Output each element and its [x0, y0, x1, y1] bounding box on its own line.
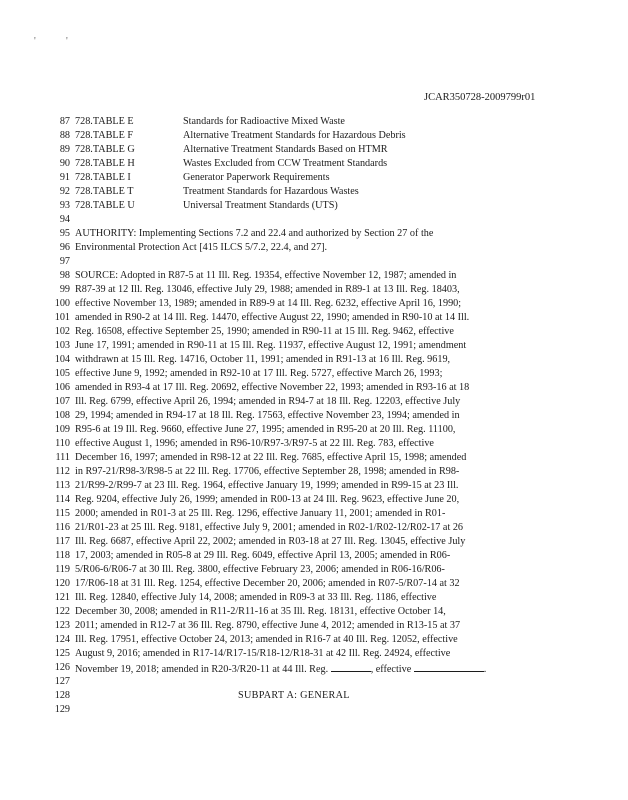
source-line — [0, 423, 628, 437]
table-title: Alternative Treatment Standards Based on HTMR — [183, 144, 388, 155]
source-text: effective June 9, 1992; amended in R92-10 at 17 Ill. Reg. 5727, effective March 26, 1993; — [75, 368, 443, 379]
table-title: Wastes Excluded from CCW Treatment Standards — [183, 158, 388, 169]
source-line — [0, 563, 628, 577]
table-row — [0, 143, 628, 157]
table-title: Alternative Treatment Standards for Hazardous Debris — [183, 130, 406, 141]
line-number: 107 — [54, 396, 70, 407]
line-number: 93 — [59, 200, 70, 211]
source-text: 5/R06-6/R06-7 at 30 Ill. Reg. 3800, effective February 23, 2006; amended in R06-16/R06- — [75, 564, 445, 575]
line-number: 125 — [54, 648, 70, 659]
authority-text: AUTHORITY: Implementing Sections 7.2 and 22.4 and authorized by Section 27 of the — [75, 228, 434, 239]
source-line — [0, 507, 628, 521]
line-number: 115 — [55, 508, 70, 519]
line-number: 104 — [54, 354, 70, 365]
line-number: 121 — [54, 592, 70, 603]
line-number: 127 — [54, 676, 70, 687]
source-line — [0, 297, 628, 311]
source-line — [0, 367, 628, 381]
line-number: 112 — [55, 466, 70, 477]
table-row — [0, 199, 628, 213]
blank-line — [0, 213, 628, 227]
table-row — [0, 115, 628, 129]
authority-line — [0, 241, 628, 255]
source-text: amended in R93-4 at 17 Ill. Reg. 20692, effective November 22, 1993; amended in R93-16 at 18 — [75, 382, 470, 393]
table-row — [0, 171, 628, 185]
line-number: 98 — [59, 270, 70, 281]
line-number: 123 — [54, 620, 70, 631]
source-line — [0, 577, 628, 591]
table-name: 728.TABLE U — [75, 200, 135, 211]
line-number: 88 — [59, 130, 70, 141]
source-text: December 30, 2008; amended in R11-2/R11-16 at 35 Ill. Reg. 18131, effective October 14, — [75, 606, 446, 617]
effective-label: , effective — [370, 664, 412, 675]
table-name: 728.TABLE G — [75, 144, 135, 155]
line-number: 90 — [59, 158, 70, 169]
line-number: 120 — [54, 578, 70, 589]
scan-mark: ' — [34, 36, 36, 47]
source-line — [0, 605, 628, 619]
line-number: 110 — [55, 438, 70, 449]
source-line — [0, 619, 628, 633]
source-text: 21/R01-23 at 25 Ill. Reg. 9181, effective July 9, 2001; amended in R02-1/R02-12/R02-17 at 26 — [75, 522, 464, 533]
source-text: December 16, 1997; amended in R98-12 at 22 Ill. Reg. 7685, effective April 15, 1998; amended — [75, 452, 467, 463]
source-text: SOURCE: Adopted in R87-5 at 11 Ill. Reg. 19354, effective November 12, 1987; amended in — [75, 270, 457, 281]
table-row — [0, 129, 628, 143]
line-number: 103 — [54, 340, 70, 351]
table-name: 728.TABLE F — [75, 130, 134, 141]
line-number: 102 — [54, 326, 70, 337]
source-line — [0, 633, 628, 647]
source-line — [0, 283, 628, 297]
line-number: 109 — [54, 424, 70, 435]
line-number: 92 — [59, 186, 70, 197]
source-text: amended in R90-2 at 14 Ill. Reg. 14470, effective August 22, 1990; amended in R90-10 at 14 Ill. — [75, 312, 470, 323]
subpart-heading-line — [0, 689, 628, 703]
source-line — [0, 311, 628, 325]
line-number: 97 — [59, 256, 70, 267]
blank-line — [0, 703, 628, 717]
line-number: 117 — [55, 536, 70, 547]
source-text: 2011; amended in R12-7 at 36 Ill. Reg. 8790, effective June 4, 2012; amended in R13-15 at 37 — [75, 620, 461, 631]
line-number: 105 — [54, 368, 70, 379]
line-number: 126 — [54, 662, 70, 673]
source-text: Reg. 16508, effective September 25, 1990; amended in R90-11 at 15 Ill. Reg. 9462, effective — [75, 326, 454, 337]
source-line — [0, 479, 628, 493]
source-line — [0, 591, 628, 605]
subpart-heading: SUBPART A: GENERAL — [238, 690, 350, 701]
table-name: 728.TABLE E — [75, 116, 134, 127]
line-number: 116 — [55, 522, 70, 533]
line-number: 118 — [55, 550, 70, 561]
source-line — [0, 647, 628, 661]
source-text: R95-6 at 19 Ill. Reg. 9660, effective June 27, 1995; amended in R95-20 at 20 Ill. Reg. 11100, — [75, 424, 456, 435]
source-line — [0, 437, 628, 451]
line-number: 106 — [54, 382, 70, 393]
source-line — [0, 409, 628, 423]
document-id: JCAR350728-2009799r01 — [424, 92, 536, 103]
source-text: Ill. Reg. 6687, effective April 22, 2002; amended in R03-18 at 27 Ill. Reg. 13045, effective July — [75, 536, 466, 547]
source-text: Ill. Reg. 17951, effective October 24, 2013; amended in R16-7 at 40 Ill. Reg. 12052, effective — [75, 634, 458, 645]
line-number: 124 — [54, 634, 70, 645]
line-number: 101 — [54, 312, 70, 323]
source-text: withdrawn at 15 Ill. Reg. 14716, October 11, 1991; amended in R91-13 at 16 Ill. Reg. 9619, — [75, 354, 451, 365]
line-number: 108 — [54, 410, 70, 421]
line-number: 89 — [59, 144, 70, 155]
source-line — [0, 451, 628, 465]
table-row — [0, 185, 628, 199]
source-text: June 17, 1991; amended in R90-11 at 15 Ill. Reg. 11937, effective August 12, 1991; amendment — [75, 340, 467, 351]
table-title: Universal Treatment Standards (UTS) — [183, 200, 338, 211]
source-text: Ill. Reg. 12840, effective July 14, 2008; amended in R09-3 at 33 Ill. Reg. 1186, effective — [75, 592, 437, 603]
line-number: 111 — [55, 452, 70, 463]
source-line — [0, 325, 628, 339]
table-name: 728.TABLE I — [75, 172, 131, 183]
source-text: 2000; amended in R01-3 at 25 Ill. Reg. 1296, effective January 11, 2001; amended in R01- — [75, 508, 446, 519]
source-line — [0, 549, 628, 563]
source-text: 17, 2003; amended in R05-8 at 29 Ill. Reg. 6049, effective April 13, 2005; amended in R06- — [75, 550, 451, 561]
source-text: R87-39 at 12 Ill. Reg. 13046, effective July 29, 1988; amended in R89-1 at 13 Ill. Reg. 18403, — [75, 284, 460, 295]
source-line — [0, 269, 628, 283]
source-line — [0, 353, 628, 367]
final-text: November 19, 2018; amended in R20-3/R20-11 at 44 Ill. Reg. — [75, 664, 329, 675]
source-line-final — [0, 661, 628, 675]
table-name: 728.TABLE H — [75, 158, 135, 169]
line-number: 95 — [59, 228, 70, 239]
source-line — [0, 535, 628, 549]
table-title: Generator Paperwork Requirements — [183, 172, 330, 183]
source-text: effective August 1, 1996; amended in R96-10/R97-3/R97-5 at 22 Ill. Reg. 783, effective — [75, 438, 434, 449]
line-number: 119 — [55, 564, 70, 575]
source-line — [0, 395, 628, 409]
source-line — [0, 465, 628, 479]
table-title: Treatment Standards for Hazardous Wastes — [183, 186, 359, 197]
source-line — [0, 381, 628, 395]
source-text: effective November 13, 1989; amended in R89-9 at 14 Ill. Reg. 6232, effective April 16, 1990; — [75, 298, 462, 309]
source-text: Reg. 9204, effective July 26, 1999; amended in R00-13 at 24 Ill. Reg. 9623, effective June 20, — [75, 494, 460, 505]
source-text: August 9, 2016; amended in R17-14/R17-15/R18-12/R18-31 at 42 Ill. Reg. 24924, effective — [75, 648, 451, 659]
register-page-blank — [331, 661, 371, 672]
authority-text: Environmental Protection Act [415 ILCS 5/7.2, 22.4, and 27]. — [75, 242, 328, 253]
line-number: 113 — [55, 480, 70, 491]
effective-date-blank — [414, 661, 484, 672]
authority-line — [0, 227, 628, 241]
source-line — [0, 521, 628, 535]
table-name: 728.TABLE T — [75, 186, 134, 197]
source-text: in R97-21/R98-3/R98-5 at 22 Ill. Reg. 17706, effective September 28, 1998; amended in R98- — [75, 466, 460, 477]
source-line — [0, 493, 628, 507]
line-number: 129 — [54, 704, 70, 715]
source-text: Ill. Reg. 6799, effective April 26, 1994; amended in R94-7 at 18 Ill. Reg. 12203, effective July — [75, 396, 461, 407]
line-number: 122 — [54, 606, 70, 617]
line-number: 94 — [59, 214, 70, 225]
line-number: 87 — [59, 116, 70, 127]
table-title: Standards for Radioactive Mixed Waste — [183, 116, 345, 127]
line-number: 99 — [59, 284, 70, 295]
line-number: 128 — [54, 690, 70, 701]
source-text: 17/R06-18 at 31 Ill. Reg. 1254, effective December 20, 2006; amended in R07-5/R07-14 at 32 — [75, 578, 460, 589]
scan-mark: ' — [66, 36, 68, 47]
line-number: 100 — [54, 298, 70, 309]
line-number: 114 — [55, 494, 70, 505]
table-row — [0, 157, 628, 171]
line-number: 96 — [59, 242, 70, 253]
source-text: 29, 1994; amended in R94-17 at 18 Ill. Reg. 17563, effective November 23, 1994; amended in — [75, 410, 460, 421]
blank-line — [0, 255, 628, 269]
final-period: . — [483, 664, 487, 675]
blank-line — [0, 675, 628, 689]
source-text: 21/R99-2/R99-7 at 23 Ill. Reg. 1964, effective January 19, 1999; amended in R99-15 at 23 Ill. — [75, 480, 459, 491]
line-number: 91 — [59, 172, 70, 183]
source-line — [0, 339, 628, 353]
